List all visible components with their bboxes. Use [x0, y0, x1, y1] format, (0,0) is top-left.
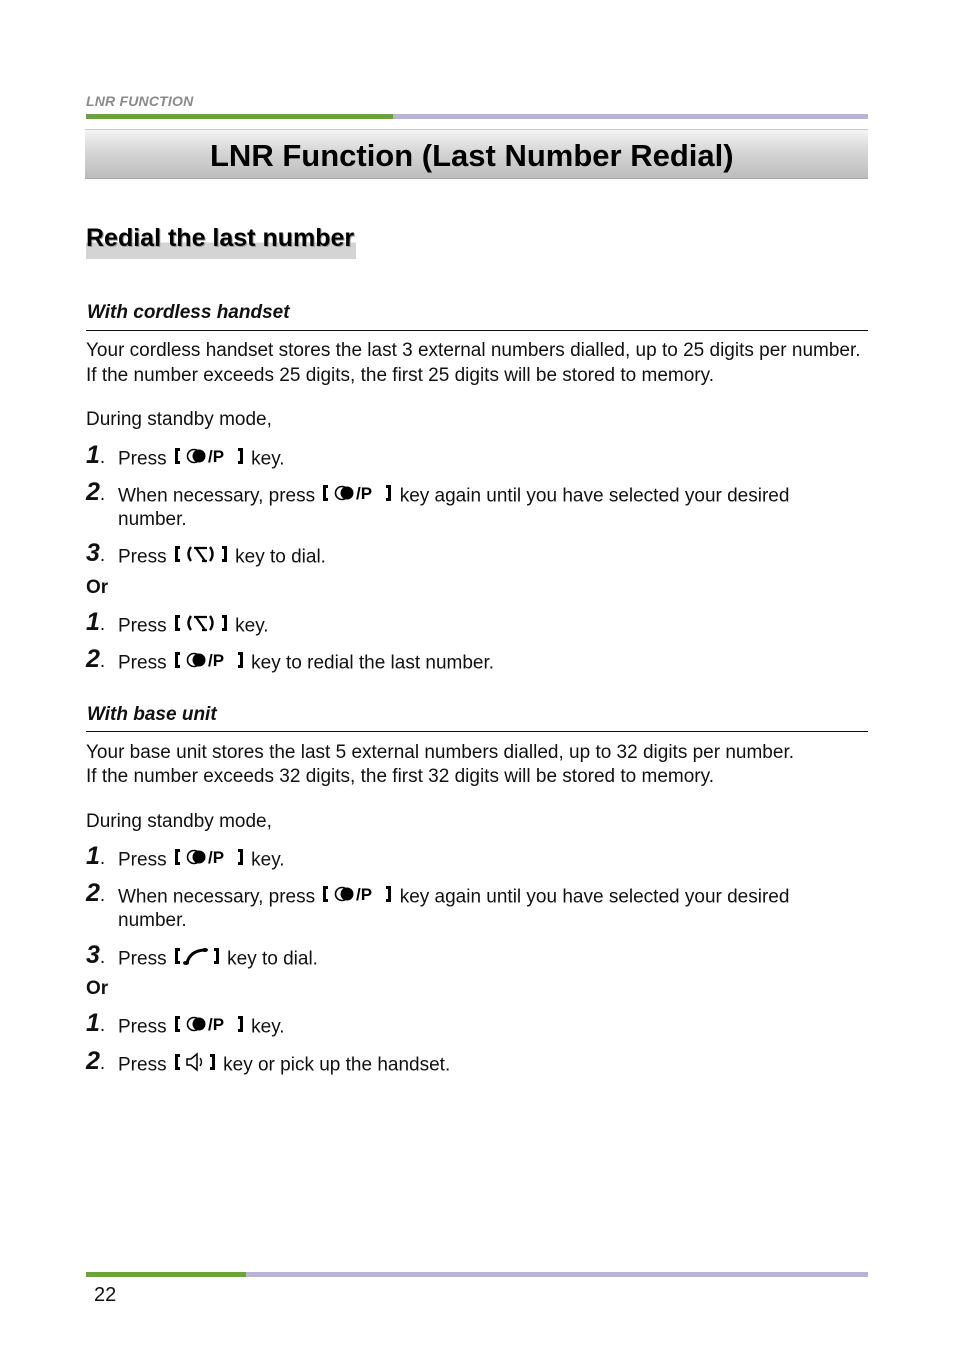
subheading-handset: With cordless handset — [87, 302, 290, 323]
step-number: 1. — [86, 441, 106, 469]
divider-handset — [86, 330, 868, 331]
talk-key-icon — [172, 543, 230, 572]
footer-rule-purple — [246, 1272, 868, 1277]
step-number: 1. — [86, 842, 106, 870]
step-number: 2. — [86, 879, 106, 907]
step-number: 2. — [86, 1047, 106, 1075]
step-text: When necessary, press /P key again until you have selected your desired — [118, 482, 789, 511]
section-heading — [86, 222, 356, 259]
svg-text:/P: /P — [207, 1015, 224, 1034]
step-number: 3. — [86, 539, 106, 567]
speaker-key-icon — [172, 1051, 218, 1080]
footer-rule-green — [86, 1272, 246, 1277]
step-text: Press /P key to redial the last number. — [118, 649, 494, 678]
talk-key-icon — [172, 612, 230, 641]
page-title: LNR Function (Last Number Redial) — [210, 138, 734, 173]
handset-intro-line-2: If the number exceeds 25 digits, the first 25 digits will be stored to memory. — [86, 365, 714, 386]
base-intro-line-1: Your base unit stores the last 5 external numbers dialled, up to 32 digits per number. — [86, 742, 795, 763]
svg-text:/P: /P — [207, 447, 224, 466]
svg-text:/P: /P — [207, 848, 224, 867]
step-text: Press key or pick up the handset. — [118, 1051, 450, 1080]
page-number: 22 — [94, 1284, 117, 1306]
svg-text:/P: /P — [356, 885, 373, 904]
redial-phonebook-key-icon — [172, 1013, 246, 1042]
step-text: When necessary, press /P key again until you have selected your desired — [118, 883, 789, 912]
step-text: Press key. — [118, 612, 269, 641]
step-text: Press key to dial. — [118, 543, 326, 572]
handset-standby-text: During standby mode, — [86, 409, 272, 430]
step-number: 2. — [86, 478, 106, 506]
section-heading-text: Redial the last number — [86, 224, 355, 252]
redial-phonebook-key-icon — [172, 445, 246, 474]
redial-phonebook-key-icon — [172, 846, 246, 875]
running-header: LNR FUNCTION — [86, 93, 194, 109]
base-standby-text: During standby mode, — [86, 811, 272, 832]
step-text: Press key to dial. — [118, 945, 318, 974]
header-rule-green — [86, 114, 393, 119]
title-banner — [85, 129, 868, 179]
handset-intro-line-1: Your cordless handset stores the last 3 external numbers dialled, up to 25 digits per number. — [86, 340, 861, 361]
redial-phonebook-key-icon — [320, 883, 394, 912]
step-number: 1. — [86, 608, 106, 636]
svg-text:/P: /P — [356, 484, 373, 503]
step-number: 2. — [86, 645, 106, 673]
step-text-continued: number. — [118, 910, 187, 931]
step-text: Press /P key. — [118, 445, 285, 474]
step-text: Press /P key. — [118, 846, 285, 875]
handset-key-icon — [172, 945, 222, 974]
redial-phonebook-key-icon — [320, 482, 394, 511]
svg-text:/P: /P — [207, 651, 224, 670]
subheading-base: With base unit — [87, 704, 217, 725]
or-label: Or — [86, 978, 109, 999]
or-label: Or — [86, 577, 109, 598]
redial-phonebook-key-icon — [172, 649, 246, 678]
step-text: Press /P key. — [118, 1013, 285, 1042]
divider-base — [86, 731, 868, 732]
header-rule-purple — [393, 114, 868, 119]
base-intro-line-2: If the number exceeds 32 digits, the first 32 digits will be stored to memory. — [86, 766, 714, 787]
step-number: 3. — [86, 941, 106, 969]
step-text-continued: number. — [118, 509, 187, 530]
step-number: 1. — [86, 1009, 106, 1037]
